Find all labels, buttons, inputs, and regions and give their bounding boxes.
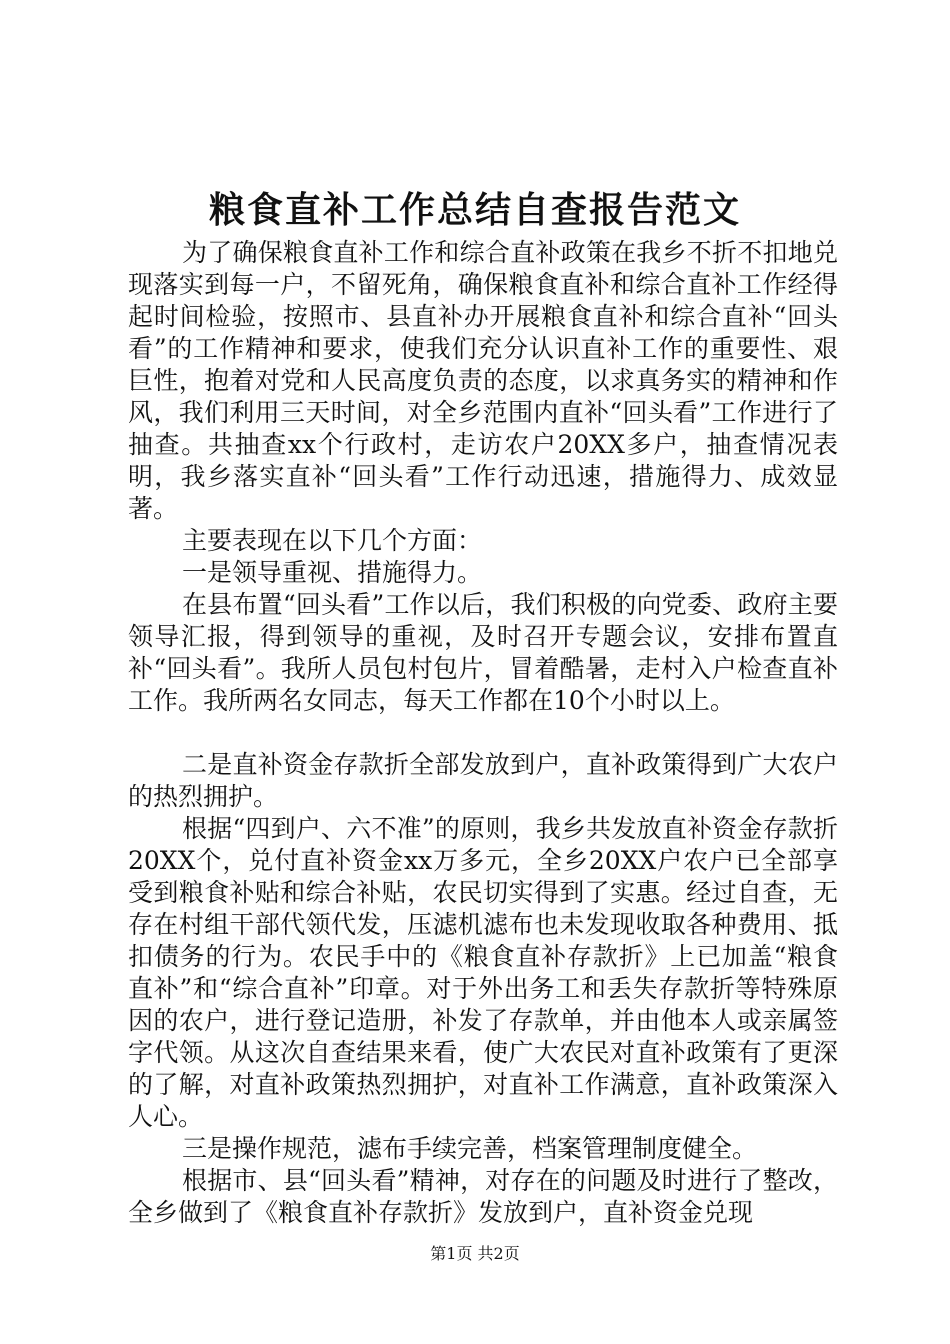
heading-point-three: 三是操作规范，滤布手续完善，档案管理制度健全。 bbox=[182, 1134, 758, 1163]
paragraph-gap bbox=[128, 717, 838, 749]
paragraph-point-two: 根据“四到户、六不准”的原则，我乡共发放直补资金存款折20XX个，兑付直补资金xx万多元，全乡20XX户农户已全部享受到粮食补贴和综合补贴，农民切实得到了实惠。经过自查，无存在村组干部代领代发，压滤机滤布也未发现收取各种费用、抵扣债务的行为。农民手中的《粮食直补存款折》上已加盖“粮食直补”和“综合直补”印章。对于外出务工和丢失存款折等特殊原因的农户，进行登记造册，补发了存款单，并由他本人或亲属签字代领。从这次自查结果来看，使广大农民对直补政策有了更深的了解，对直补政策热烈拥护，对直补工作满意，直补政策深入人心。 bbox=[128, 814, 838, 1131]
paragraph-point-three: 根据市、县“回头看”精神，对存在的问题及时进行了整改，全乡做到了《粮食直补存款折》发放到户，直补资金兑现 bbox=[128, 1166, 838, 1227]
paragraph-point-one: 在县布置“回头看”工作以后，我们积极的向党委、政府主要领导汇报，得到领导的重视，及时召开专题会议，安排布置直补“回头看”。我所人员包村包片，冒着酷暑，走村入户检查直补工作。我所两名女同志，每天工作都在10个小时以上。 bbox=[128, 590, 838, 715]
paragraph-intro: 为了确保粮食直补工作和综合直补政策在我乡不折不扣地兑现落实到每一户，不留死角，确保粮食直补和综合直补工作经得起时间检验，按照市、县直补办开展粮食直补和综合直补“回头看”的工作精神和要求，使我们充分认识直补工作的重要性、艰巨性，抱着对党和人民高度负责的态度，以求真务实的精神和作风，我们利用三天时间，对全乡范围内直补“回头看”工作进行了抽查。共抽查xx个行政村，走访农户20XX多户，抽查情况表明，我乡落实直补“回头看”工作行动迅速，措施得力、成效显著。 bbox=[128, 238, 838, 523]
heading-point-two: 二是直补资金存款折全部发放到户，直补政策得到广大农户的热烈拥护。 bbox=[128, 750, 838, 811]
heading-point-one: 一是领导重视、措施得力。 bbox=[182, 558, 483, 587]
paragraph-aspects-intro: 主要表现在以下几个方面： bbox=[182, 526, 483, 555]
document-body bbox=[128, 237, 838, 1229]
page-footer: 第1页 共2页 bbox=[430, 1244, 520, 1263]
document-title: 粮食直补工作总结自查报告范文 bbox=[208, 189, 741, 231]
